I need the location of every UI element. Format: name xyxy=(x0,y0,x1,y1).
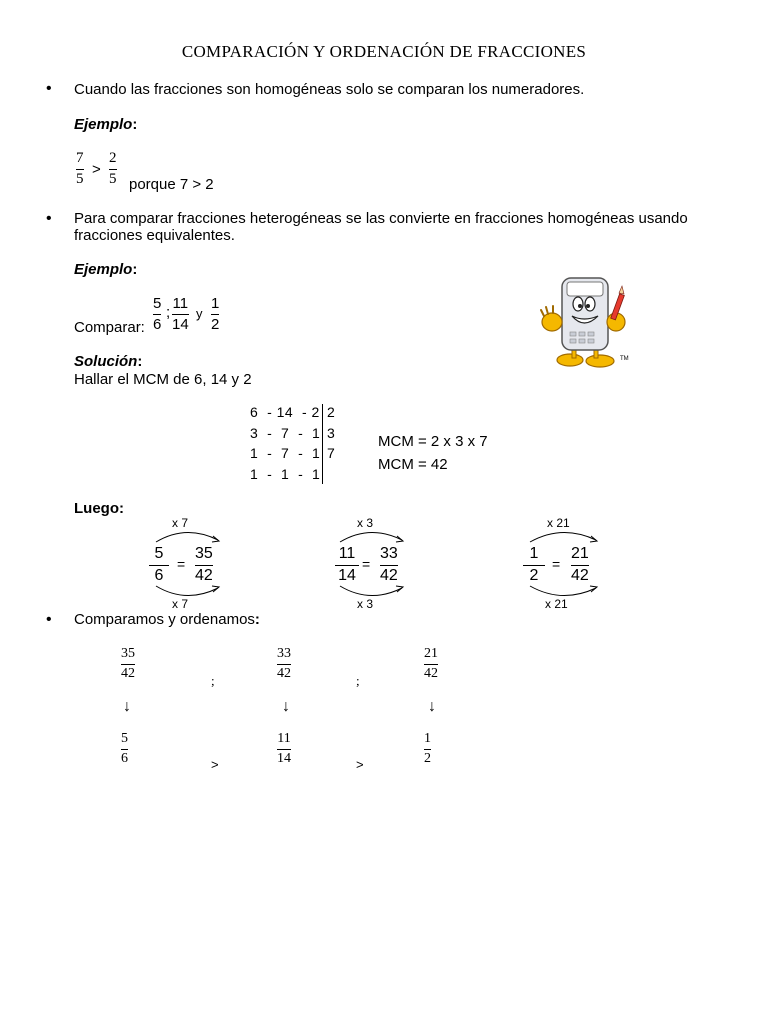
compare-fraction-2: 11 14 xyxy=(172,295,189,333)
mcm-row-2: 3 - 7 - 1 xyxy=(250,425,321,441)
ex1-fraction-a: 7 5 xyxy=(76,150,84,187)
mcm-divisor-2: 3 xyxy=(327,425,336,441)
compare-separator: ; xyxy=(166,304,171,321)
eq2-equals: = xyxy=(362,556,371,572)
eq2-arc-bottom xyxy=(334,584,414,600)
bullet-3: • xyxy=(46,611,52,628)
ex1-operator: > xyxy=(92,161,101,178)
eq3-equals: = xyxy=(552,556,561,572)
eq3-fraction-right: 21 42 xyxy=(571,545,589,584)
eq2-fraction-left: 11 14 xyxy=(335,546,359,585)
eq1-arc-top xyxy=(150,528,230,544)
eq2-mult-top: x 3 xyxy=(357,516,374,530)
order-bottom-operator-2: > xyxy=(356,757,364,772)
section2-example-label: Ejemplo: xyxy=(74,261,138,278)
eq3-mult-bottom: x 21 xyxy=(545,597,568,611)
calculator-mascot-icon xyxy=(538,272,630,370)
compare-fraction-1: 5 6 xyxy=(153,295,162,333)
order-bottom-fraction-1: 5 6 xyxy=(121,731,128,766)
eq1-fraction-left: 5 6 xyxy=(149,546,169,585)
mcm-divisor-1: 2 xyxy=(327,404,336,420)
arrow-down-icon: ↓ xyxy=(282,698,290,715)
ex1-fraction-b: 2 5 xyxy=(109,150,117,187)
compare-label: Comparar: xyxy=(74,319,145,336)
compare-and: y xyxy=(196,306,203,321)
section2-text: Para comparar fracciones heterogéneas se las convierte en fracciones homogéneas usando fracciones equivalentes. xyxy=(74,210,688,244)
section1-text: Cuando las fracciones son homogéneas solo se comparan los numeradores. xyxy=(74,81,585,98)
order-bottom-operator-1: > xyxy=(211,757,219,772)
order-top-fraction-2: 33 42 xyxy=(277,646,291,681)
order-bottom-fraction-3: 1 2 xyxy=(424,731,431,766)
eq3-arc-top xyxy=(524,528,608,544)
bullet-1: • xyxy=(46,80,52,97)
order-top-fraction-1: 35 42 xyxy=(121,646,135,681)
order-top-separator-2: ; xyxy=(356,673,360,688)
luego-label: Luego: xyxy=(74,500,124,517)
section1-example-label: Ejemplo: xyxy=(74,116,138,133)
page-title: COMPARACIÓN Y ORDENACIÓN DE FRACCIONES xyxy=(181,42,587,61)
mcm-row-3: 1 - 7 - 1 xyxy=(250,445,321,461)
eq2-arc-top xyxy=(334,528,414,544)
order-top-fraction-3: 21 42 xyxy=(424,646,438,681)
compare-fraction-3: 1 2 xyxy=(211,295,220,333)
section3-text: Comparamos y ordenamos: xyxy=(74,611,260,628)
eq1-arc-bottom xyxy=(150,584,230,600)
mcm-row-4: 1 - 1 - 1 xyxy=(250,466,321,482)
mcm-result-1: MCM = 2 x 3 x 7 xyxy=(378,433,488,450)
mcm-instruction: Hallar el MCM de 6, 14 y 2 xyxy=(74,371,252,388)
ex1-reason: porque 7 > 2 xyxy=(129,176,214,193)
mcm-divider-line xyxy=(322,404,323,484)
bullet-2: • xyxy=(46,210,52,227)
eq1-equals: = xyxy=(177,556,186,572)
eq1-fraction-right: 35 42 xyxy=(195,545,213,584)
eq2-fraction-right: 33 42 xyxy=(380,545,398,584)
eq3-fraction-left: 1 2 xyxy=(523,546,545,585)
mcm-divisor-3: 7 xyxy=(327,445,336,461)
order-bottom-fraction-2: 11 14 xyxy=(277,731,291,766)
eq1-mult-bottom: x 7 xyxy=(172,597,189,611)
eq2-mult-bottom: x 3 xyxy=(357,597,374,611)
mcm-row-1: 6 - 14 - 2 xyxy=(250,404,320,420)
eq3-mult-top: x 21 xyxy=(547,516,570,530)
solution-label: Solución: xyxy=(74,353,143,370)
arrow-down-icon: ↓ xyxy=(428,698,436,715)
mascot-trademark: TM xyxy=(620,356,629,362)
order-top-separator-1: ; xyxy=(211,673,215,688)
mcm-result-2: MCM = 42 xyxy=(378,456,448,473)
arrow-down-icon: ↓ xyxy=(123,698,131,715)
eq1-mult-top: x 7 xyxy=(172,516,189,530)
